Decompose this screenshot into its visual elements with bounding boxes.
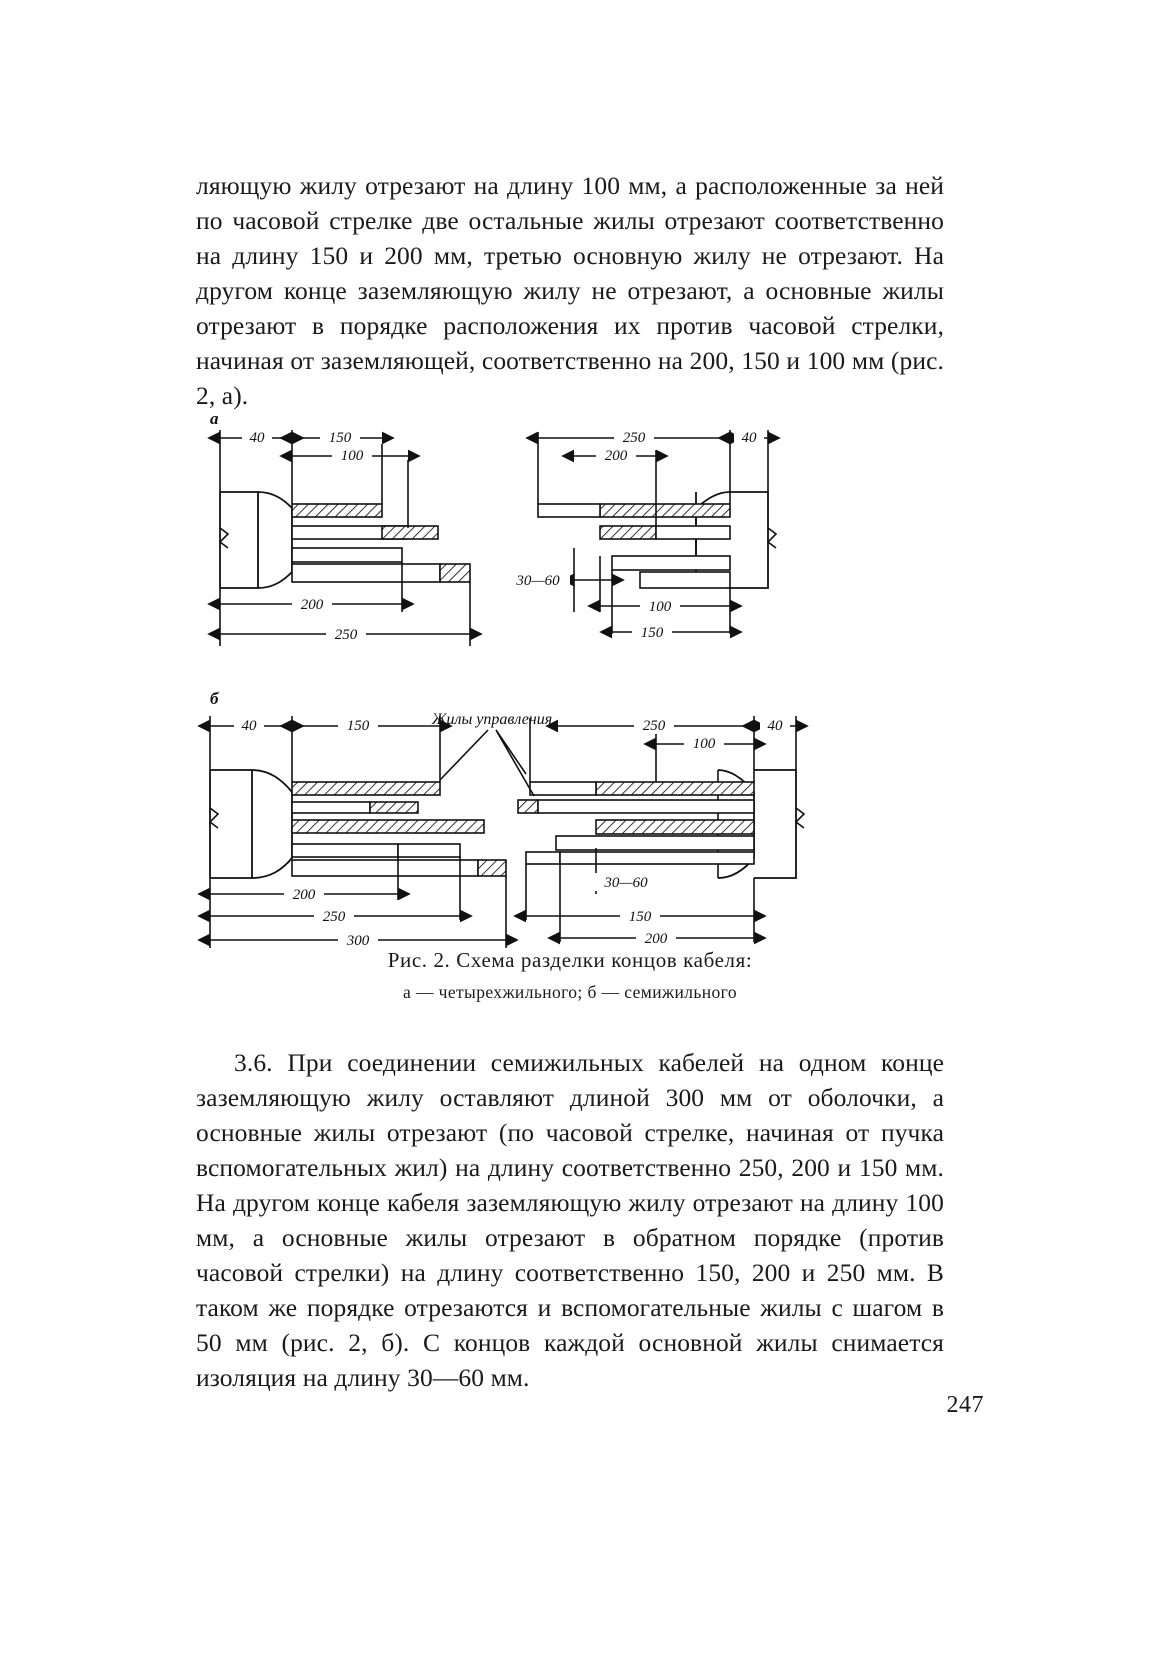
dim-a-40-left: 40 [249, 430, 265, 446]
page-number: 247 [946, 1392, 984, 1418]
dim-b-40-right: 40 [767, 718, 783, 734]
figure-cable-cutting-diagram [196, 408, 944, 1008]
dim-a-150: 150 [328, 430, 352, 446]
dim-b-40-left: 40 [241, 718, 257, 734]
figure-caption-line1: Рис. 2. Схема разделки концов кабеля: [387, 948, 753, 972]
dim-b-150-top: 150 [346, 718, 370, 734]
dim-a-200-top: 200 [604, 448, 628, 464]
paragraph-top: ляющую жилу отрезают на длину 100 мм, а расположенные за ней по часовой стрелке две остальные жилы отрезают соответственно на длину 150 и 200 мм, третью основную жилу не отрезают. На другом конце заземляющую жилу не отрезают, а основные жилы отрезают в порядке расположения их против часовой стрелки, начиная от заземляющей, соответственно на 200, 150 и 100 мм (рис. 2, а). [196, 171, 944, 410]
dim-b-200-bottom: 200 [292, 887, 316, 903]
dim-a-100-bottom: 100 [648, 599, 672, 615]
svg-text:б: б [210, 689, 219, 708]
dim-b-200-bottom-right: 200 [644, 931, 668, 947]
svg-text:а: а [210, 409, 219, 428]
dim-a-40-right: 40 [741, 430, 757, 446]
dim-a-150-bottom: 150 [640, 625, 664, 641]
figure-annotation-control-cores: Жилы управления [431, 711, 553, 728]
dim-b-3060: 30—60 [604, 875, 648, 891]
dim-a-250-top: 250 [622, 430, 646, 446]
dim-b-300-bottom: 300 [346, 933, 370, 949]
figure-caption-line2: а — четырехжильного; б — семижильного [403, 982, 737, 1002]
dim-b-250-top: 250 [642, 718, 666, 734]
dim-a-3060: 30—60 [516, 573, 560, 589]
dim-b-150-bottom: 150 [628, 909, 652, 925]
dim-a-100: 100 [340, 448, 364, 464]
dim-a-250-bottom: 250 [334, 627, 358, 643]
dim-b-250-bottom: 250 [322, 909, 346, 925]
paragraph-bottom: 3.6. При соединении семижильных кабелей на одном конце заземляющую жилу оставляют длиной 300 мм от оболочки, а основные жилы отрезают (по часовой стрелке, начиная от пучка вспомогательных жил) на длину соответственно 250, 200 и 150 мм. На другом конце кабеля заземляющую жилу отрезают на длину 100 мм, а основные жилы отрезают в обратном порядке (против часовой стрелки) на длину соответственно 150, 200 и 250 мм. В таком же порядке отрезаются и вспомогательные жилы с шагом в 50 мм (рис. 2, б). С концов каждой основной жилы снимается изоляция на длину 30—60 мм. [196, 1048, 944, 1392]
dim-a-200-bottom: 200 [300, 597, 324, 613]
dim-b-100-top: 100 [692, 736, 716, 752]
